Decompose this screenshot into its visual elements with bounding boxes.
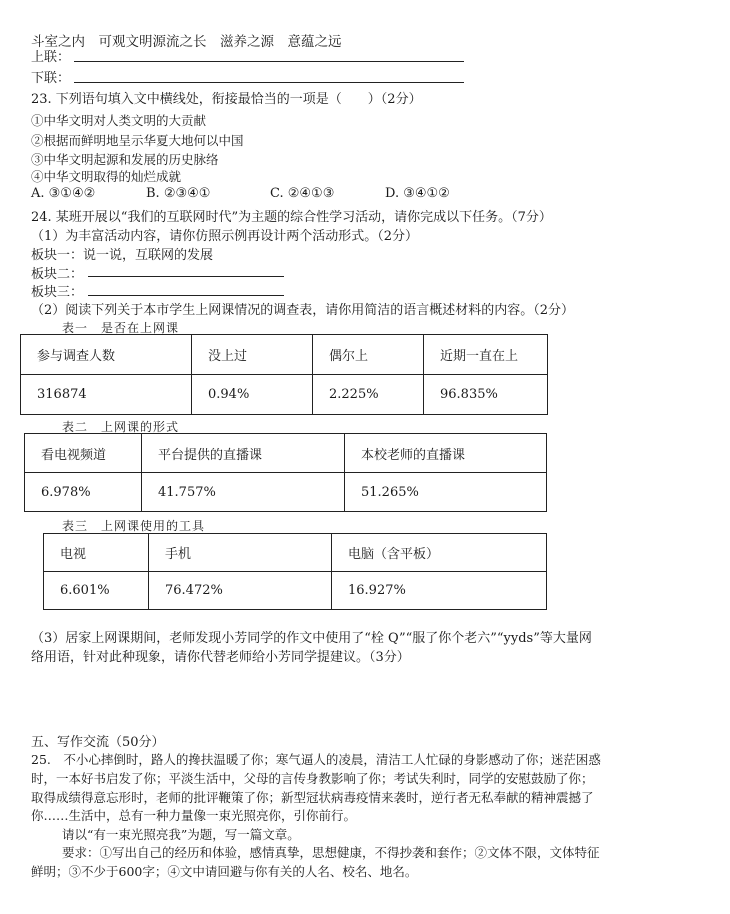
q23-item-2: ②根据而鲜明地呈示华夏大地何以中国 (31, 133, 244, 148)
q23-stem: 23. 下列语句填入文中横线处，衔接最恰当的一项是（ ）（2分） (31, 92, 422, 107)
writing-heading: 五、写作交流（50分） (31, 735, 165, 750)
table3-header-tv: 电视 (44, 534, 149, 572)
q25-text-line2: 时，一本好书启发了你；平淡生活中，父母的言传身教影响了你；考试失利时，同学的安慰鼓励了你； (31, 771, 594, 786)
q23-option-d[interactable]: D. ③④①② (385, 186, 450, 201)
q24-block2-label: 板块二： (31, 267, 84, 282)
table1-value-participants: 316874 (21, 375, 192, 415)
q25-text-line3: 取得成绩得意忘形时，老师的批评鞭策了你；新型冠状病毒疫情来袭时，逆行者无私奉献的精神震撼了 (31, 790, 594, 805)
upper-couplet-label: 上联： (31, 50, 71, 65)
q24-part3-line1: （3）居家上网课期间，老师发现小芳同学的作文中使用了“栓 Q”“服了你个老六”“yyds”等大量网 (31, 631, 592, 646)
q24-block3-label: 板块三： (31, 285, 84, 300)
table2-value-tv: 6.978% (25, 473, 142, 512)
table1-value-occasionally: 2.225% (313, 375, 424, 415)
table2-header-school: 本校老师的直播课 (345, 434, 547, 473)
q24-block2-blank[interactable] (88, 276, 284, 277)
q25-text-line4: 你……生活中，总有一种力量像一束光照亮你，引你前行。 (31, 808, 357, 823)
q25-title-prompt: 请以“有一束光照亮我”为题，写一篇文章。 (62, 827, 300, 842)
q23-option-a[interactable]: A. ③①④② (31, 186, 96, 201)
q23-option-b[interactable]: B. ②③④① (146, 186, 211, 201)
table2-header-platform: 平台提供的直播课 (142, 434, 345, 473)
couplet-top-text: 斗室之内 可观文明源流之长 滋养之源 意蕴之远 (31, 34, 342, 50)
table3-header-phone: 手机 (149, 534, 332, 572)
q25-requirements-line1: 要求：①写出自己的经历和体验，感情真挚，思想健康，不得抄袭和套作；②文体不限，文体特征 (62, 845, 600, 860)
q23-option-c[interactable]: C. ②④①③ (270, 186, 335, 201)
q24-block1-example: 板块一：说一说，互联网的发展 (31, 248, 214, 263)
table1-header-occasionally: 偶尔上 (313, 335, 424, 375)
table2-value-platform: 41.757% (142, 473, 345, 512)
table3-value-computer: 16.927% (332, 572, 547, 610)
table3-online-class-tools (43, 533, 547, 610)
q24-part2-prompt: （2）阅读下列关于本市学生上网课情况的调查表，请你用简洁的语言概述材料的内容。（2分） (31, 303, 575, 318)
q24-part3-line2: 络用语，针对此种现象，请你代替老师给小芳同学提建议。（3分） (31, 650, 410, 665)
table2-caption: 表二 上网课的形式 (62, 420, 180, 434)
table1-value-always: 96.835% (424, 375, 548, 415)
table1-header-never: 没上过 (192, 335, 313, 375)
table1-value-never: 0.94% (192, 375, 313, 415)
table3-header-computer: 电脑（含平板） (332, 534, 547, 572)
table3-value-phone: 76.472% (149, 572, 332, 610)
q24-block3-blank[interactable] (88, 295, 284, 296)
table2-value-school: 51.265% (345, 473, 547, 512)
q23-item-4: ④中华文明取得的灿烂成就 (31, 169, 182, 184)
table1-header-always: 近期一直在上 (424, 335, 548, 375)
lower-couplet-blank[interactable] (74, 82, 464, 83)
q24-part1-prompt: （1）为丰富活动内容，请你仿照示例再设计两个活动形式。（2分） (31, 229, 419, 244)
table3-value-tv: 6.601% (44, 572, 149, 610)
table1-online-class-status (20, 334, 548, 415)
q23-item-3: ③中华文明起源和发展的历史脉络 (31, 152, 219, 167)
table2-header-tv: 看电视频道 (25, 434, 142, 473)
lower-couplet-label: 下联： (31, 71, 71, 86)
q25-text-line1: 25. 不小心摔倒时，路人的搀扶温暖了你；寒气逼人的凌晨，清洁工人忙碌的身影感动了你；迷茫困惑 (31, 752, 601, 767)
upper-couplet-blank[interactable] (74, 61, 464, 62)
table2-online-class-format (24, 433, 547, 512)
table3-caption: 表三 上网课使用的工具 (62, 519, 206, 533)
q25-requirements-line2: 鲜明；③不少于600字；④文中请回避与你有关的人名、校名、地名。 (31, 864, 418, 879)
q24-stem: 24. 某班开展以“我们的互联网时代”为主题的综合性学习活动，请你完成以下任务。（7分） (31, 210, 552, 225)
table1-header-participants: 参与调查人数 (21, 335, 192, 375)
q23-item-1: ①中华文明对人类文明的大贡献 (31, 113, 207, 128)
table1-caption: 表一 是否在上网课 (62, 321, 180, 335)
